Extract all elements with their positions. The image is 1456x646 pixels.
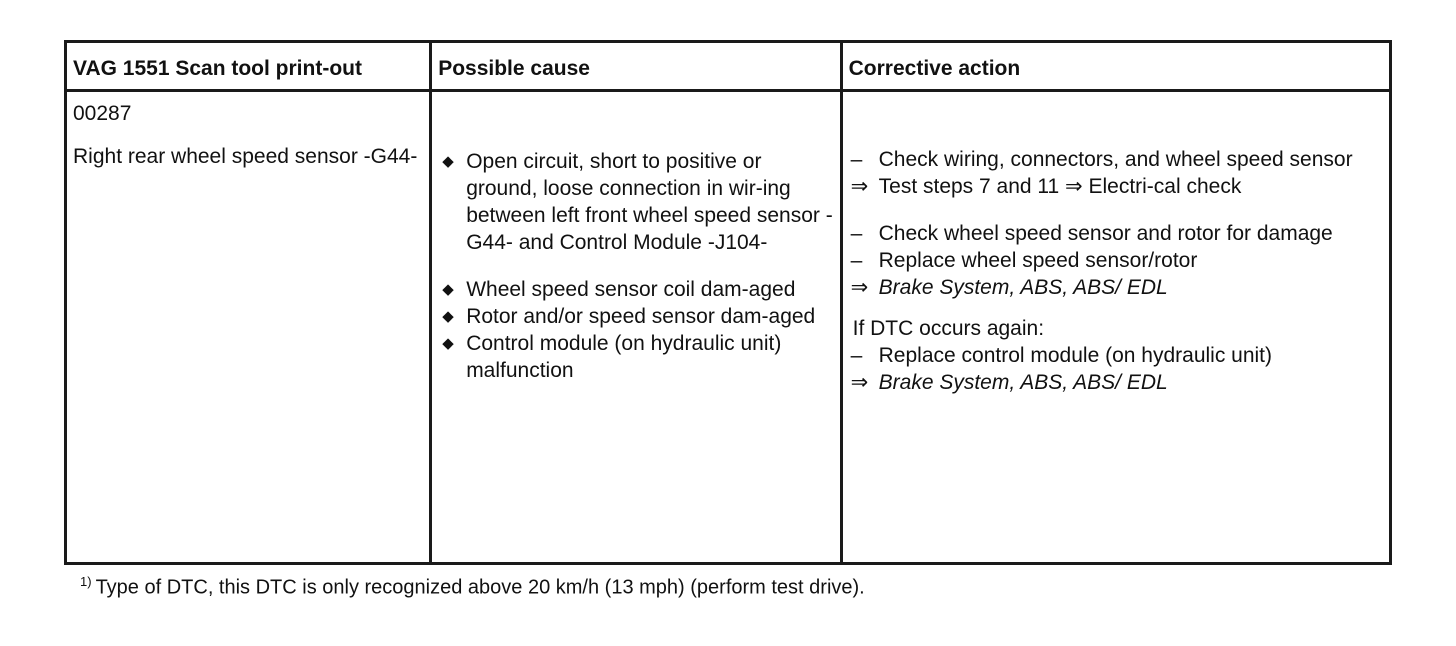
cause-group-1 [438,148,833,256]
diamond-bullet-icon: ◆ [442,335,454,352]
dtc-code: 00287 [73,102,132,125]
footnote-marker: 1) [80,574,92,589]
action-item: ⇒ Test steps 7 and 11 ⇒ Electri-cal check [850,175,1242,198]
header-possible-cause: Possible cause [431,42,841,91]
diamond-bullet-icon: ◆ [442,281,454,298]
action-group-1 [849,146,1383,200]
action-item: ⇒ Brake System, ABS, ABS/ EDL [850,371,1168,394]
action-cell [841,91,1390,564]
action-item: – Replace control module (on hydraulic unit) [850,344,1273,367]
action-group-3 [849,315,1383,396]
action-intro: If DTC occurs again: [852,317,1045,340]
dtc-table [64,40,1392,565]
action-item: – Check wiring, connectors, and wheel speed sensor [850,148,1353,171]
diamond-bullet-icon: ◆ [442,153,454,170]
action-item: – Replace wheel speed sensor/rotor [850,249,1198,272]
action-item: ⇒ Brake System, ABS, ABS/ EDL [850,276,1168,299]
cause-item: ◆ Wheel speed sensor coil dam-aged [442,278,796,301]
header-corrective-action: Corrective action [841,42,1390,91]
diamond-bullet-icon: ◆ [442,308,454,325]
footnote-text: Type of DTC, this DTC is only recognized above 20 km/h (13 mph) (perform test drive). [95,576,865,599]
cause-item: ◆ Open circuit, short to positive or ground, loose connection in wir-ing between left front wheel speed sensor -G44- and Control Module -J104- [442,150,833,254]
arrow-right-icon: ⇒ [850,175,869,198]
dash-icon: – [850,148,863,171]
cause-cell [431,91,841,564]
table-row [66,91,1391,564]
dash-icon: – [850,222,863,245]
action-group-2 [849,220,1383,301]
cause-group-2 [438,276,833,384]
dash-icon: – [850,249,863,272]
arrow-right-icon: ⇒ [850,371,869,394]
dtc-table-container [64,40,1392,562]
cause-item: ◆ Control module (on hydraulic unit) malfunction [442,332,782,382]
arrow-right-icon: ⇒ [850,276,869,299]
footnote [80,574,865,600]
table-header-row [66,42,1391,91]
action-item: – Check wheel speed sensor and rotor for damage [850,222,1333,245]
printout-cell [66,91,431,564]
dash-icon: – [850,344,863,367]
header-scan-tool-printout: VAG 1551 Scan tool print-out [66,42,431,91]
cause-item: ◆ Rotor and/or speed sensor dam-aged [442,305,816,328]
component-name: Right rear wheel speed sensor -G44- [73,145,418,168]
